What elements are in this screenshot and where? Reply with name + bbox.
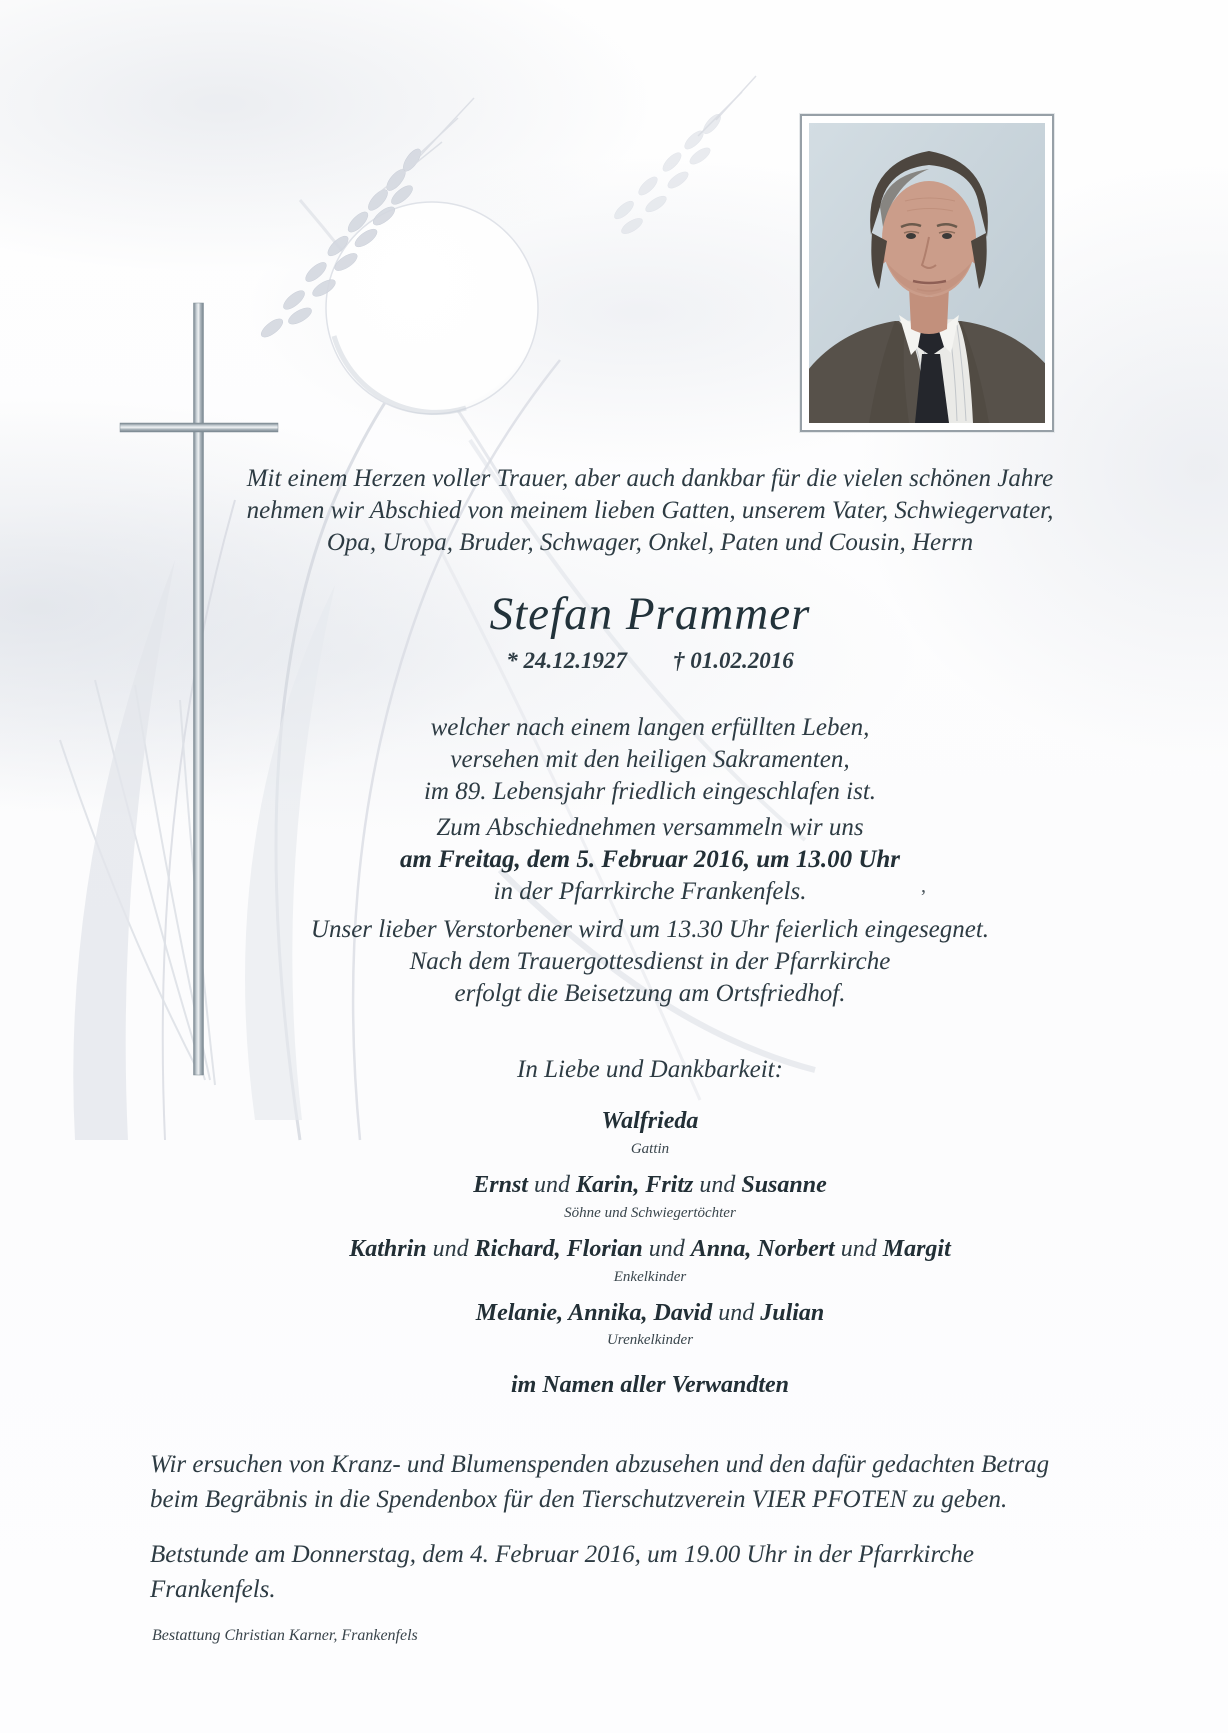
life-line: versehen mit den heiligen Sakramenten,: [450, 746, 850, 773]
deceased-portrait-photo: [800, 114, 1054, 432]
gratitude-heading: In Liebe und Dankbarkeit:: [517, 1056, 783, 1083]
family-row-names: [72, 1298, 1228, 1328]
blessing-line: Unser lieber Verstorbener wird um 13.30 Uhr feierlich eingesegnet.: [310, 916, 990, 943]
family-name: Julian: [760, 1300, 825, 1326]
life-dates: [72, 648, 1228, 674]
closing-line: im Namen aller Verwandten: [510, 1372, 790, 1398]
family-name: Anna, Norbert: [690, 1236, 835, 1262]
family-name: Kathrin: [349, 1236, 427, 1262]
life-paragraph: [72, 712, 1228, 808]
family-conjunction: und: [527, 1172, 576, 1198]
life-line: im 89. Lebensjahr friedlich eingeschlafen ist.: [423, 778, 877, 805]
farewell-date-line: am Freitag, dem 5. Februar 2016, um 13.00 Uhr: [399, 846, 901, 873]
wheat-awns: [380, 76, 756, 192]
family-conjunction: und: [642, 1236, 691, 1262]
family-name: Melanie, Annika, David: [475, 1300, 713, 1326]
family-row-role: Enkelkinder: [613, 1269, 687, 1285]
family-name: Walfrieda: [601, 1108, 699, 1134]
family-conjunction: und: [712, 1300, 761, 1326]
scan-artifact-mark: ’: [920, 886, 927, 908]
family-row-names: [72, 1170, 1228, 1200]
family-conjunction: und: [426, 1236, 475, 1262]
family-name: Ernst: [473, 1172, 528, 1198]
birth-date: * 24.12.1927: [506, 648, 627, 673]
family-row-names: [72, 1106, 1228, 1136]
death-date: † 01.02.2016: [673, 648, 794, 673]
family-name: Susanne: [741, 1172, 827, 1198]
family-row-role: Söhne und Schwiegertöchter: [564, 1205, 736, 1221]
blessing-line: Nach dem Trauergottesdienst in der Pfarrkirche: [409, 948, 891, 975]
family-name: Karin, Fritz: [575, 1172, 694, 1198]
family-row-names: [72, 1234, 1228, 1264]
undertaker-footer: Bestattung Christian Karner, Frankenfels: [152, 1627, 418, 1644]
farewell-paragraph: [72, 812, 1228, 908]
intro-paragraph: [72, 463, 1228, 559]
intro-line: nehmen wir Abschied von meinem lieben Gatten, unserem Vater, Schwiegervater,: [246, 497, 1054, 524]
intro-line: Opa, Uropa, Bruder, Schwager, Onkel, Paten und Cousin, Herrn: [326, 529, 974, 556]
deceased-name: Stefan Prammer: [489, 588, 811, 640]
farewell-line: Zum Abschiednehmen versammeln wir uns: [436, 814, 864, 841]
vigil-note: Betstunde am Donnerstag, dem 4. Februar 2016, um 19.00 Uhr in der Pfarrkirche Frankenfels.: [150, 1541, 974, 1603]
communion-host-circle: [326, 202, 538, 414]
family-conjunction: und: [834, 1236, 883, 1262]
donation-note: [150, 1447, 1090, 1517]
family-row-role: Gattin: [630, 1141, 670, 1157]
blessing-paragraph: [72, 914, 1228, 1010]
life-line: welcher nach einem langen erfüllten Leben,: [430, 714, 870, 741]
intro-line: Mit einem Herzen voller Trauer, aber auch dankbar für die vielen schönen Jahre: [246, 465, 1054, 492]
family-name: Richard, Florian: [474, 1236, 643, 1262]
farewell-line: in der Pfarrkirche Frankenfels.: [493, 878, 807, 905]
wheat-ear-icon: [612, 112, 724, 237]
blessing-line: erfolgt die Beisetzung am Ortsfriedhof.: [454, 980, 846, 1007]
donation-line: beim Begräbnis in die Spendenbox für den Tierschutzverein VIER PFOTEN zu geben.: [150, 1486, 1008, 1513]
portrait-drawing: [809, 123, 1045, 423]
donation-line: Wir ersuchen von Kranz- und Blumenspenden abzusehen und den dafür gedachten Betrag: [150, 1451, 1050, 1478]
family-conjunction: und: [693, 1172, 742, 1198]
family-row-role: Urenkelkinder: [606, 1332, 694, 1348]
family-name: Margit: [882, 1236, 951, 1262]
